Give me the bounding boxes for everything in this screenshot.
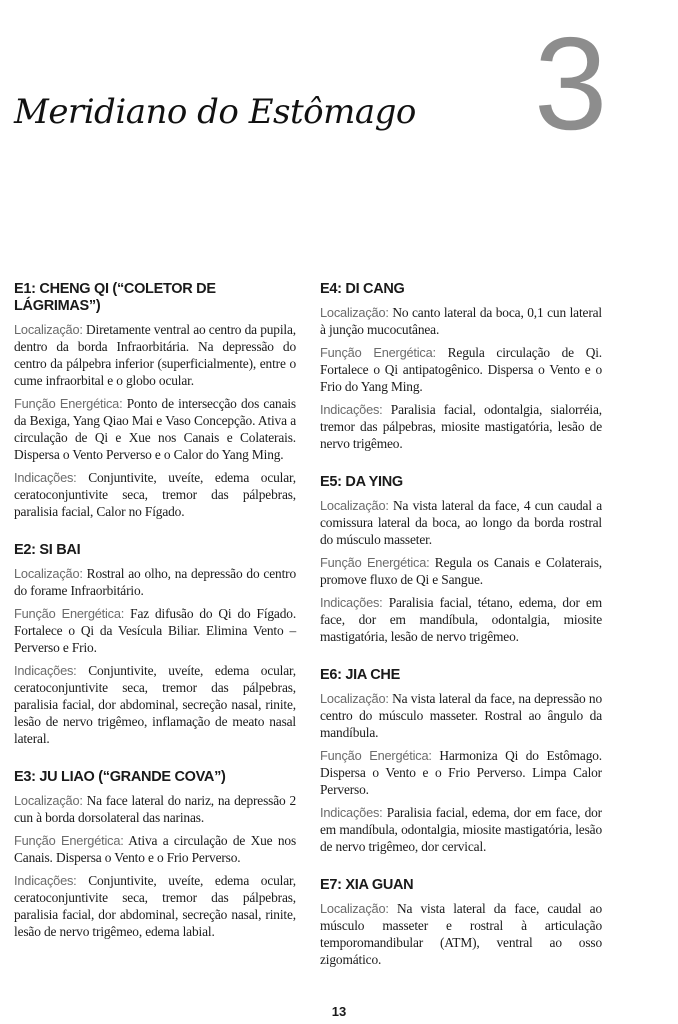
function-paragraph (14, 832, 296, 866)
location-label: Localização: (320, 498, 389, 513)
location-paragraph (14, 565, 296, 599)
location-paragraph (320, 304, 602, 338)
point-heading: E1: CHENG QI (“COLETOR DE LÁGRIMAS”) (14, 281, 216, 314)
location-label: Localização: (320, 305, 389, 320)
point-e1 (14, 281, 296, 520)
function-label: Função Energética: (14, 396, 123, 411)
location-paragraph (320, 690, 602, 741)
point-heading: E7: XIA GUAN (320, 877, 414, 893)
function-paragraph (14, 605, 296, 656)
location-paragraph (14, 792, 296, 826)
indications-paragraph (320, 401, 602, 452)
point-heading: E5: DA YING (320, 474, 403, 490)
chapter-title: Meridiano do Estômago (14, 92, 416, 132)
indications-text: Paralisia facial, tétano, edema, dor em face, dor em mandíbula, odontalgia, miosite mastigatória, lesão de nervo trigêmeo. (320, 595, 603, 644)
location-label: Localização: (320, 901, 389, 916)
indications-text: Conjuntivite, uveíte, edema ocular, ceratoconjuntivite seca, tremor das pálpebras, paralisia facial, dor abdominal, secreção nasal, rinite, lesão de nervo trigêmeo, inflamação de meato nasal lateral. (14, 663, 296, 746)
indications-label: Indicações: (14, 470, 77, 485)
indications-label: Indicações: (320, 595, 383, 610)
function-label: Função Energética: (320, 748, 432, 763)
location-text: Na vista lateral da face, 4 cun caudal a comissura lateral da boca, ao longo da borda rostral do músculo masseter. (320, 498, 602, 547)
function-label: Função Energética: (320, 345, 436, 360)
chapter-number: 3 (534, 10, 608, 157)
point-heading: E3: JU LIAO (“GRANDE COVA”) (14, 769, 226, 785)
point-e4 (320, 281, 602, 452)
location-text: Diretamente ventral ao centro da pupila, dentro da borda Infraorbitária. Na depressão do centro da pálpebra inferior (superficialmente), entre o cume infraorbital e o globo ocular. (14, 322, 296, 388)
location-label: Localização: (14, 566, 83, 581)
function-label: Função Energética: (320, 555, 430, 570)
function-text: Harmoniza Qi do Estômago. Dispersa o Vento e o Frio Perverso. Limpa Calor Perverso. (320, 748, 602, 797)
point-heading: E4: DI CANG (320, 281, 405, 297)
function-text: Regula os Canais e Colaterais, promove fluxo de Qi e Sangue. (320, 555, 602, 587)
point-e5 (320, 474, 602, 645)
function-label: Função Energética: (14, 606, 125, 621)
location-text: Rostral ao olho, na depressão do centro do forame Infraorbitário. (14, 566, 296, 598)
function-label: Função Energética: (14, 833, 124, 848)
indications-text: Conjuntivite, uveíte, edema ocular, ceratoconjuntivite seca, tremor das pálpebras, paralisia facial, dor abdominal, secreção nasal, rinite, lesão de nervo trigêmeo, edema labial. (14, 873, 296, 939)
location-text: Na vista lateral da face, na depressão no centro do músculo masseter. Rostral ao ângulo da mandíbula. (320, 691, 603, 740)
point-e7 (320, 877, 602, 968)
location-paragraph (320, 497, 602, 548)
indications-paragraph (320, 594, 602, 645)
indications-paragraph (320, 804, 602, 855)
location-text: Na vista lateral da face, caudal ao músculo masseter e rostral à articulação temporomandibular (ATM), ventral ao osso zigomático. (320, 901, 602, 967)
location-label: Localização: (320, 691, 389, 706)
indications-label: Indicações: (320, 805, 383, 820)
indications-label: Indicações: (14, 663, 77, 678)
point-e6 (320, 667, 602, 855)
point-heading: E2: SI BAI (14, 542, 81, 558)
point-heading: E6: JIA CHE (320, 667, 400, 683)
function-text: Regula circulação de Qi. Fortalece o Qi antipatogênico. Dispersa o Vento e o Frio do Yang Ming. (320, 345, 602, 394)
point-e2 (14, 542, 296, 747)
location-text: No canto lateral da boca, 0,1 cun lateral à junção mucocutânea. (320, 305, 602, 337)
function-text: Ponto de intersecção dos canais da Bexiga, Yang Qiao Mai e Vaso Concepção. Ativa a circulação de Qi e Xue nos Canais e Colaterais. Dispersa o Vento Perverso e o Calor do Yang Ming. (14, 396, 296, 462)
function-paragraph (320, 747, 602, 798)
location-paragraph (14, 321, 296, 389)
function-text: Ativa a circulação de Xue nos Canais. Dispersa o Vento e o Frio Perverso. (14, 833, 297, 865)
function-paragraph (320, 554, 602, 588)
left-column (14, 281, 296, 962)
indications-text: Paralisia facial, odontalgia, sialorréia, tremor das pálpebras, miosite mastigatória, lesão de nervo trigêmeo. (320, 402, 602, 451)
function-paragraph (320, 344, 602, 395)
location-paragraph (320, 900, 602, 968)
indications-label: Indicações: (14, 873, 77, 888)
indications-label: Indicações: (320, 402, 383, 417)
point-e3 (14, 769, 296, 940)
right-column (320, 281, 602, 990)
indications-text: Paralisia facial, edema, dor em face, dor em mandíbula, odontalgia, miosite mastigatória, lesão de nervo trigêmeo, dor cervical. (320, 805, 602, 854)
function-paragraph (14, 395, 296, 463)
indications-paragraph (14, 469, 296, 520)
page-number: 13 (331, 1004, 347, 1019)
location-label: Localização: (14, 793, 83, 808)
function-text: Faz difusão do Qi do Fígado. Fortalece o Qi da Vesícula Biliar. Elimina Vento – Perverso e Frio. (14, 606, 297, 655)
location-text: Na face lateral do nariz, na depressão 2 cun à borda dorsolateral das narinas. (14, 793, 296, 825)
indications-text: Conjuntivite, uveíte, edema ocular, ceratoconjuntivite seca, tremor das pálpebras, paralisia facial, Calor no Fígado. (14, 470, 296, 519)
indications-paragraph (14, 872, 296, 940)
location-label: Localização: (14, 322, 83, 337)
indications-paragraph (14, 662, 296, 747)
